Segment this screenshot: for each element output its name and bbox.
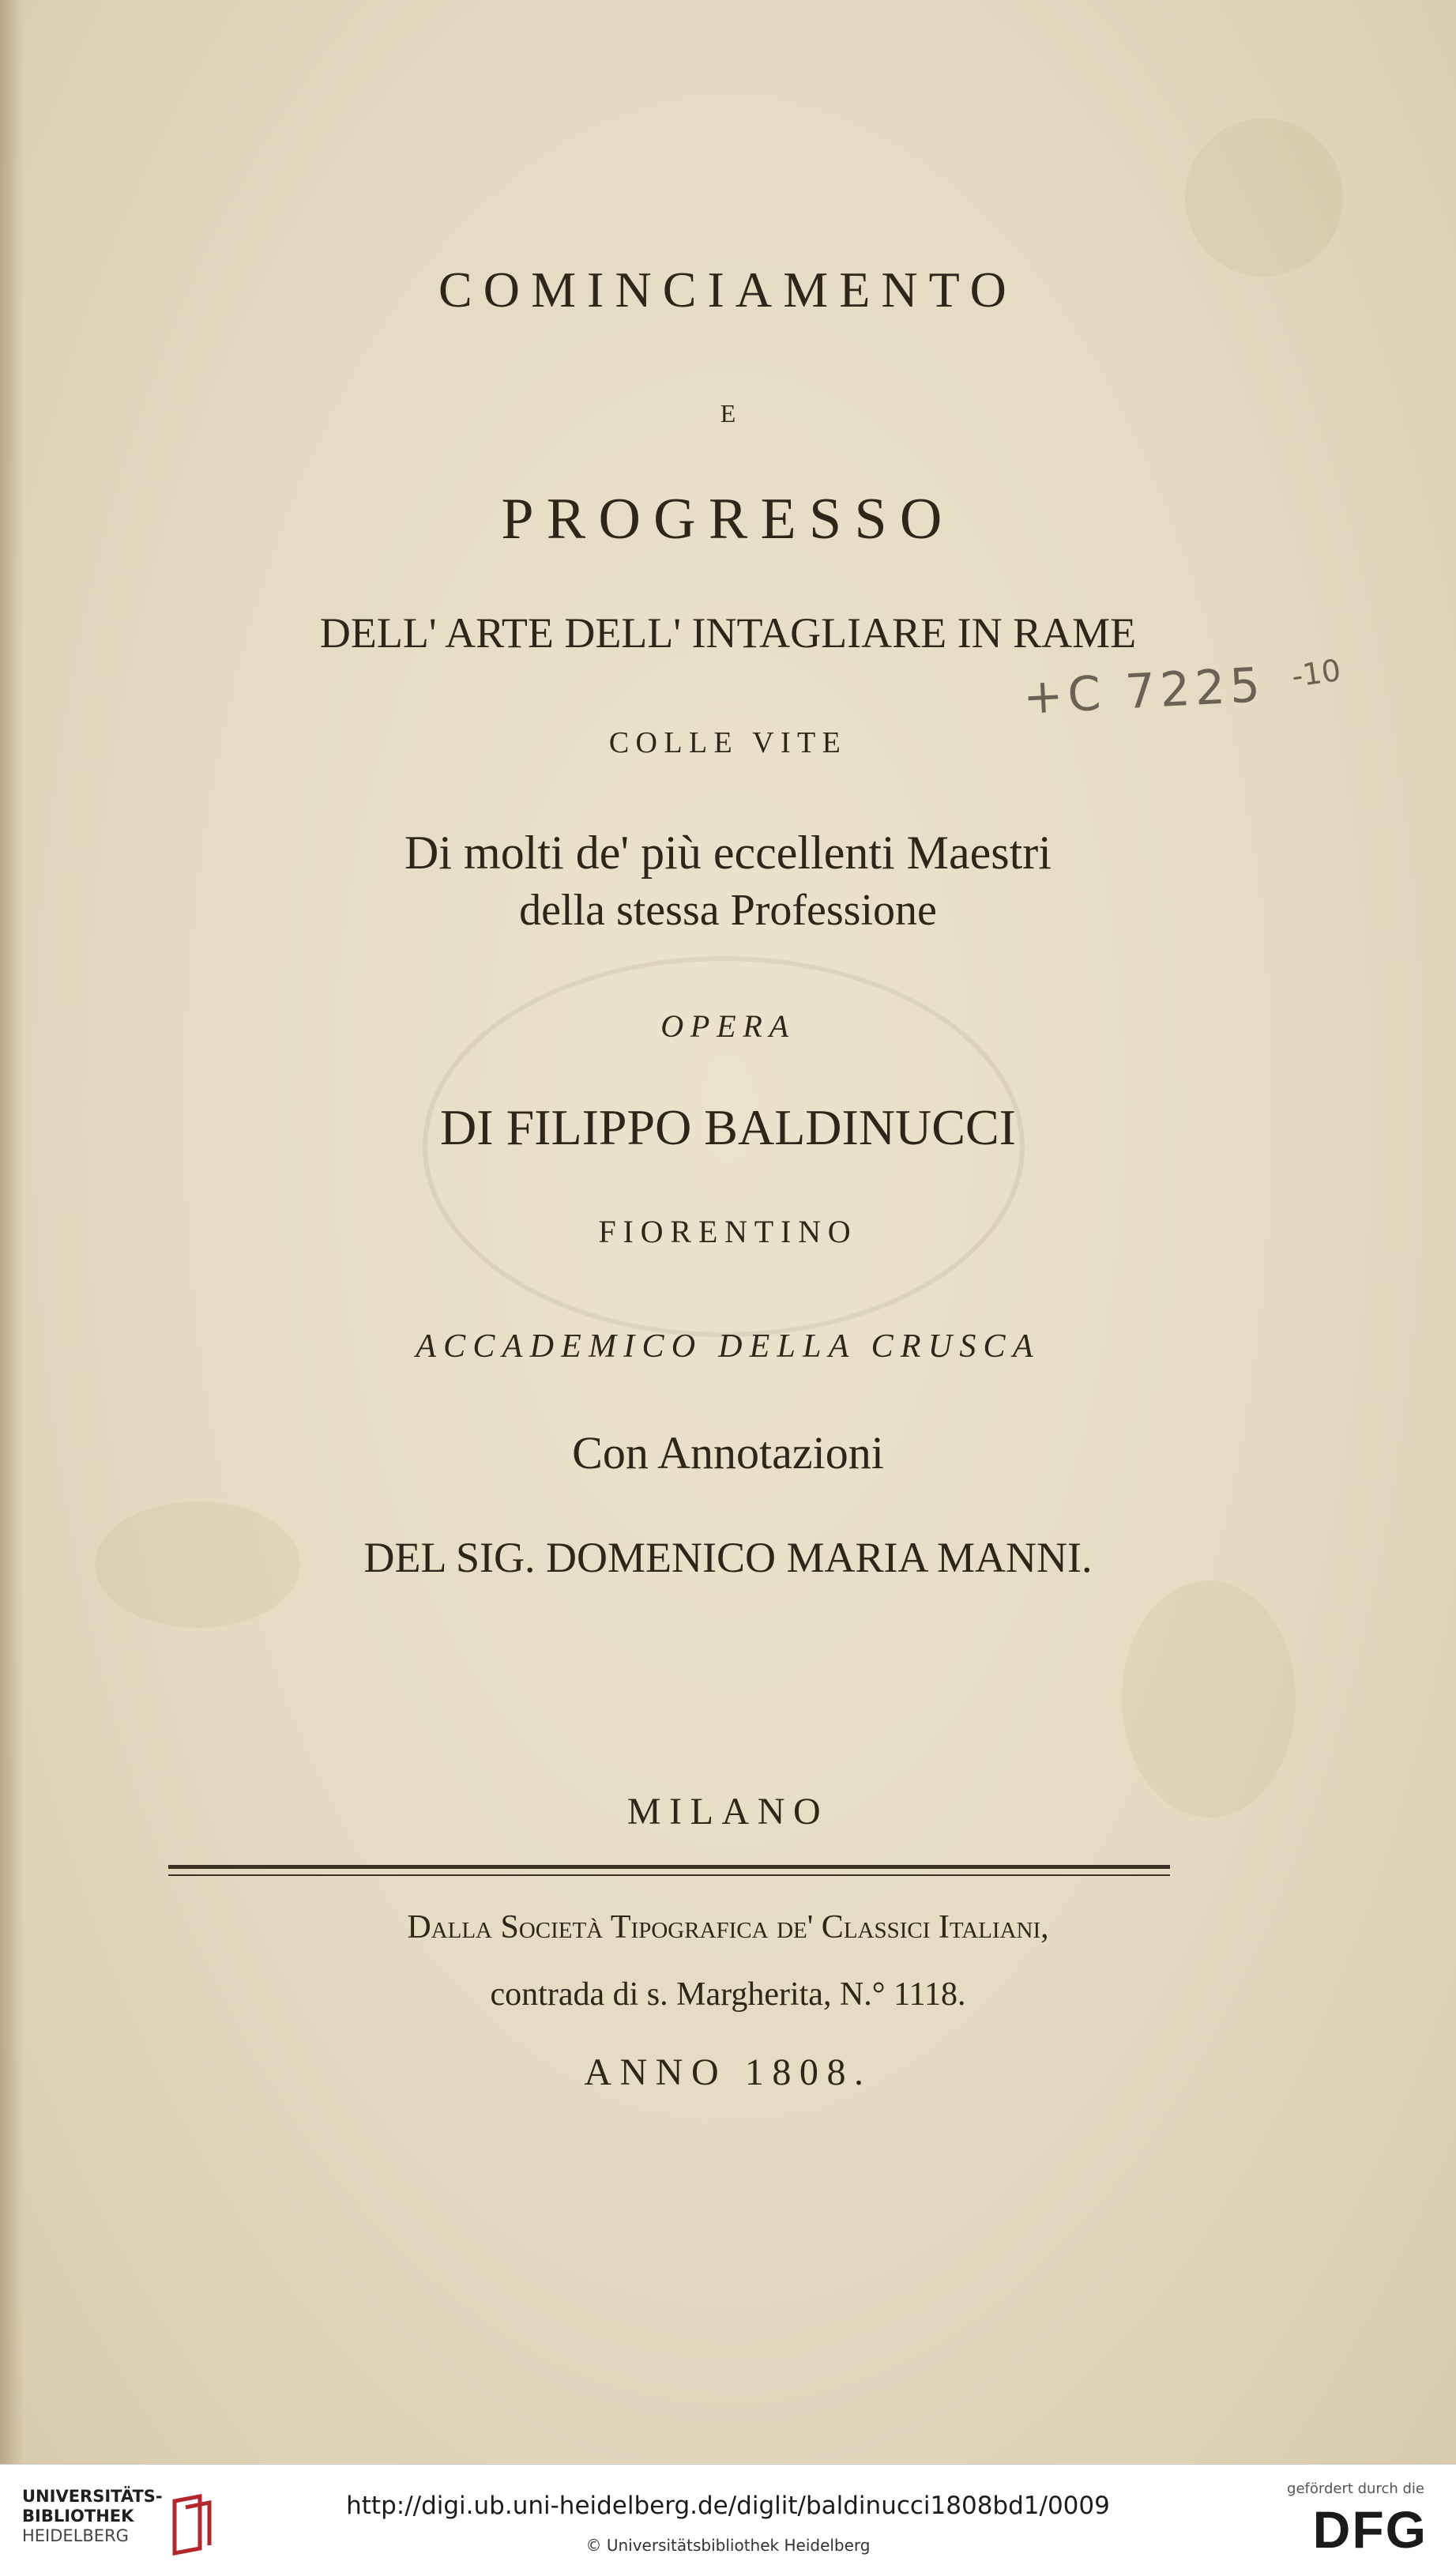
handwritten-shelfmark-superscript: -10: [1289, 652, 1343, 695]
paper-stain: [1185, 119, 1343, 277]
author-name: DI FILIPPO BALDINUCCI: [440, 1099, 1016, 1155]
funding-label: gefördert durch die: [1287, 2480, 1424, 2497]
title-conjunction: E: [720, 399, 736, 428]
imprint-year: ANNO 1808.: [584, 2051, 872, 2093]
title-colle-vite: COLLE VITE: [608, 726, 848, 759]
title-progresso: PROGRESSO: [501, 487, 955, 552]
viewer-footer: [0, 2464, 1456, 2569]
annotator-name: DEL SIG. DOMENICO MARIA MANNI.: [363, 1534, 1093, 1581]
library-name-line1: UNIVERSITÄTS-: [22, 2487, 163, 2506]
paper-stain: [1122, 1580, 1296, 1818]
annotations-label: Con Annotazioni: [572, 1427, 884, 1478]
title-subject: DELL' ARTE DELL' INTAGLIARE IN RAME: [319, 609, 1137, 657]
library-name-line3: HEIDELBERG: [22, 2526, 129, 2545]
author-origin: FIORENTINO: [598, 1214, 858, 1249]
handwritten-shelfmark: +C 7225: [1021, 657, 1266, 725]
author-academy: ACCADEMICO DELLA CRUSCA: [416, 1328, 1040, 1365]
permalink-url[interactable]: http://digi.ub.uni-heidelberg.de/diglit/baldinucci1808bd1/0009: [346, 2492, 1110, 2520]
dfg-logo[interactable]: DFG: [1312, 2500, 1428, 2559]
library-name-line2: BIBLIOTHEK: [22, 2507, 134, 2526]
copyright-notice: © Universitätsbibliothek Heidelberg: [585, 2536, 871, 2555]
imprint-rule-thin: [168, 1874, 1170, 1876]
imprint-publisher: Dalla Società Tipografica de' Classici Italiani,: [407, 1909, 1049, 1946]
title-maestri: Di molti de' più eccellenti Maestri: [404, 827, 1052, 879]
imprint-rule: [168, 1865, 1170, 1869]
title-cominciamento: COMINCIAMENTO: [438, 262, 1018, 318]
title-professione: della stessa Professione: [519, 886, 937, 935]
imprint-place: MILANO: [626, 1791, 830, 1833]
imprint-address: contrada di s. Margherita, N.° 1118.: [490, 1976, 966, 2013]
title-opera: OPERA: [660, 1008, 796, 1044]
